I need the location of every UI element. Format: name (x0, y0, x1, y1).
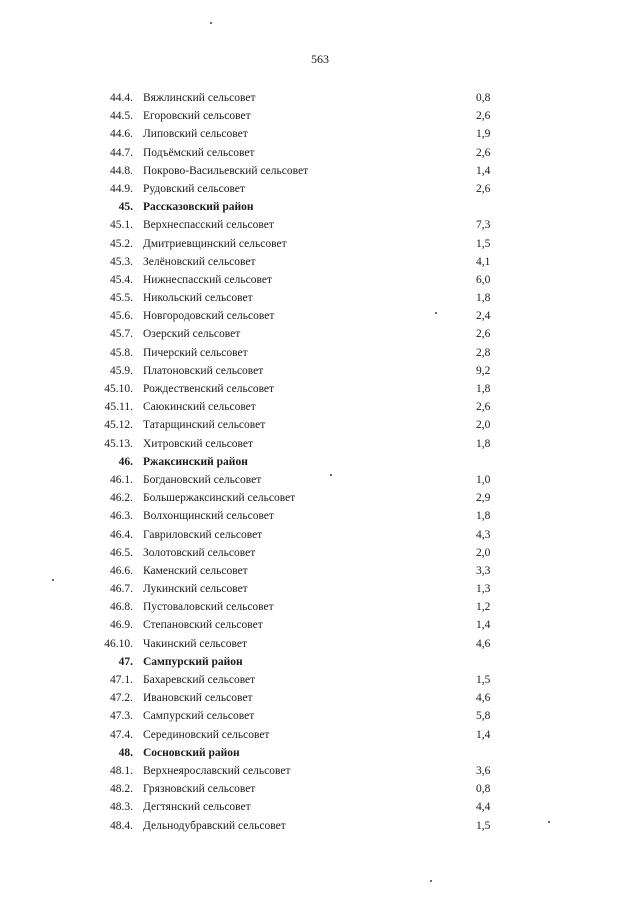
row-value: 1,0 (476, 473, 491, 486)
row-value: 1,4 (476, 164, 491, 177)
scan-speck (330, 474, 332, 476)
row-number: 45.11. (104, 401, 133, 414)
row-value: 2,0 (476, 419, 491, 432)
row-value: 1,4 (476, 728, 491, 741)
district-heading-row (0, 453, 640, 471)
row-value: 4,1 (476, 255, 491, 268)
settlement-name: Сампурский сельсовет (143, 710, 255, 723)
settlement-name: Саюкинский сельсовет (143, 401, 256, 414)
row-value: 2,6 (476, 110, 491, 123)
settlement-row (0, 726, 640, 744)
settlement-name: Золотовский сельсовет (143, 546, 256, 559)
settlement-row (0, 489, 640, 507)
row-value: 2,6 (476, 401, 491, 414)
row-number: 46.2. (110, 492, 133, 505)
row-number: 44.7. (110, 146, 133, 159)
settlement-row (0, 435, 640, 453)
district-name: Сосновский район (143, 746, 240, 759)
settlement-name: Липовский сельсовет (143, 128, 248, 141)
settlement-name: Хитровский сельсовет (143, 437, 254, 450)
settlement-row (0, 507, 640, 525)
row-value: 1,8 (476, 383, 491, 395)
row-number: 44.8. (110, 164, 133, 177)
settlement-row (0, 416, 640, 434)
settlement-row (0, 216, 640, 234)
row-value: 1,2 (476, 601, 491, 614)
district-name: Сампурский район (143, 655, 243, 668)
settlement-row (0, 271, 640, 289)
settlement-name: Покрово-Васильевский сельсовет (143, 164, 309, 177)
settlement-row (0, 235, 640, 253)
settlement-name: Озерский сельсовет (143, 328, 241, 341)
settlement-name: Серединовский сельсовет (143, 728, 270, 741)
row-value: 9,2 (476, 364, 491, 377)
settlement-row (0, 253, 640, 271)
row-value: 2,6 (476, 328, 491, 341)
row-value: 6,0 (476, 273, 491, 286)
district-name: Рассказовский район (143, 201, 254, 214)
settlement-name: Дегтянский сельсовет (143, 801, 251, 814)
row-number: 45.10. (104, 383, 133, 395)
row-value: 2,8 (476, 346, 491, 359)
settlement-name: Нижнеспасский сельсовет (143, 273, 272, 286)
row-value: 1,8 (476, 437, 491, 450)
row-number: 47.1. (110, 674, 133, 686)
row-number: 44.9. (110, 182, 133, 195)
row-value: 3,3 (476, 564, 491, 577)
scan-speck (430, 880, 432, 882)
settlement-name: Гавриловский сельсовет (143, 528, 263, 541)
settlement-row (0, 325, 640, 343)
settlement-name: Платоновский сельсовет (143, 364, 264, 377)
row-number: 46.8. (110, 601, 133, 614)
row-value: 1,8 (476, 292, 491, 305)
settlement-row (0, 398, 640, 416)
scan-speck (435, 312, 437, 314)
row-value: 5,8 (476, 710, 491, 723)
settlement-name: Дельнодубравский сельсовет (143, 819, 286, 832)
settlement-name: Лукинский сельсовет (143, 583, 248, 596)
settlement-name: Рождественский сельсовет (143, 383, 275, 395)
settlement-name: Грязновский сельсовет (143, 783, 256, 796)
row-number: 45.3. (110, 255, 133, 268)
settlement-name: Подъёмский сельсовет (143, 146, 255, 159)
row-value: 0,8 (476, 783, 491, 796)
settlement-row (0, 125, 640, 143)
row-number: 45.9. (110, 364, 133, 377)
settlement-name: Ивановский сельсовет (143, 692, 253, 705)
row-number: 46.3. (110, 510, 133, 523)
row-number: 46.4. (110, 528, 133, 541)
row-number: 45.5. (110, 292, 133, 305)
settlement-name: Никольский сельсовет (143, 292, 253, 305)
settlement-name: Чакинский сельсовет (143, 637, 248, 650)
row-number: 47.2. (110, 692, 133, 705)
district-heading-row (0, 744, 640, 762)
settlement-name: Волхонщинский сельсовет (143, 510, 274, 523)
row-value: 4,6 (476, 637, 491, 650)
settlement-name: Пустоваловский сельсовет (143, 601, 274, 614)
settlement-row (0, 289, 640, 307)
settlement-name: Дмитриевщинский сельсовет (143, 237, 287, 250)
settlement-name: Большержаксинский сельсовет (143, 492, 296, 505)
row-number: 45.13. (104, 437, 133, 450)
settlement-name: Зелёновский сельсовет (143, 255, 256, 268)
settlement-row (0, 144, 640, 162)
row-number: 47.4. (110, 728, 133, 741)
row-number: 46.9. (110, 619, 133, 632)
settlement-row (0, 689, 640, 707)
row-value: 7,3 (476, 219, 491, 232)
settlement-name: Бахаревский сельсовет (143, 674, 256, 686)
row-value: 2,0 (476, 546, 491, 559)
settlement-row (0, 526, 640, 544)
settlement-row (0, 362, 640, 380)
row-number: 48.2. (110, 783, 133, 796)
row-number: 44.6. (110, 128, 133, 141)
settlement-row (0, 780, 640, 798)
row-value: 2,6 (476, 182, 491, 195)
page-number: 563 (311, 52, 329, 66)
row-value: 3,6 (476, 764, 491, 777)
settlement-row (0, 162, 640, 180)
settlement-table (0, 89, 640, 835)
settlement-name: Верхнеярославский сельсовет (143, 764, 291, 777)
row-value: 2,6 (476, 146, 491, 159)
scan-speck (52, 579, 54, 581)
settlement-row (0, 598, 640, 616)
row-number: 46.5. (110, 546, 133, 559)
row-value: 2,4 (476, 310, 491, 323)
row-value: 1,5 (476, 819, 491, 832)
settlement-row (0, 89, 640, 107)
settlement-row (0, 635, 640, 653)
settlement-name: Каменский сельсовет (143, 564, 248, 577)
row-number: 47.3. (110, 710, 133, 723)
settlement-name: Новгородовский сельсовет (143, 310, 275, 323)
row-number: 48.3. (110, 801, 133, 814)
settlement-row (0, 762, 640, 780)
settlement-name: Богдановский сельсовет (143, 473, 262, 486)
settlement-name: Пичерский сельсовет (143, 346, 248, 359)
row-number: 46.6. (110, 564, 133, 577)
row-value: 1,9 (476, 128, 491, 141)
settlement-row (0, 616, 640, 634)
district-name: Ржаксинский район (143, 455, 248, 468)
settlement-row (0, 380, 640, 398)
settlement-row (0, 544, 640, 562)
settlement-name: Степановский сельсовет (143, 619, 263, 632)
settlement-row (0, 107, 640, 125)
row-number: 44.4. (110, 92, 133, 104)
row-number: 44.5. (110, 110, 133, 123)
row-value: 1,8 (476, 510, 491, 523)
settlement-name: Татарщинский сельсовет (143, 419, 266, 432)
row-number: 46.10. (104, 637, 133, 650)
row-number: 48.1. (110, 764, 133, 777)
row-number: 46.1. (110, 473, 133, 486)
settlement-row (0, 180, 640, 198)
row-number: 48. (118, 746, 133, 759)
settlement-row (0, 671, 640, 689)
settlement-name: Рудовский сельсовет (143, 182, 245, 195)
settlement-row (0, 707, 640, 725)
row-value: 2,9 (476, 492, 491, 505)
settlement-row (0, 580, 640, 598)
row-number: 47. (118, 655, 133, 668)
row-number: 45.1. (110, 219, 133, 232)
settlement-name: Егоровский сельсовет (143, 110, 251, 123)
row-number: 45.12. (104, 419, 133, 432)
row-value: 1,3 (476, 583, 491, 596)
row-value: 4,6 (476, 692, 491, 705)
row-number: 45.2. (110, 237, 133, 250)
row-number: 46.7. (110, 583, 133, 596)
row-value: 1,5 (476, 237, 491, 250)
row-value: 4,4 (476, 801, 491, 814)
row-number: 45.4. (110, 273, 133, 286)
settlement-row (0, 471, 640, 489)
row-value: 0,8 (476, 92, 491, 104)
settlement-row (0, 344, 640, 362)
row-number: 46. (118, 455, 133, 468)
settlement-row (0, 817, 640, 835)
row-number: 45. (118, 201, 133, 214)
district-heading-row (0, 198, 640, 216)
row-number: 45.7. (110, 328, 133, 341)
row-number: 45.6. (110, 310, 133, 323)
settlement-row (0, 798, 640, 816)
settlement-row (0, 307, 640, 325)
district-heading-row (0, 653, 640, 671)
settlement-name: Вяжлинский сельсовет (143, 92, 256, 104)
scan-speck (210, 22, 212, 24)
row-number: 45.8. (110, 346, 133, 359)
row-value: 1,5 (476, 674, 491, 686)
row-value: 4,3 (476, 528, 491, 541)
settlement-name: Верхнеспасский сельсовет (143, 219, 274, 232)
row-number: 48.4. (110, 819, 133, 832)
settlement-row (0, 562, 640, 580)
scan-speck (548, 821, 550, 823)
row-value: 1,4 (476, 619, 491, 632)
